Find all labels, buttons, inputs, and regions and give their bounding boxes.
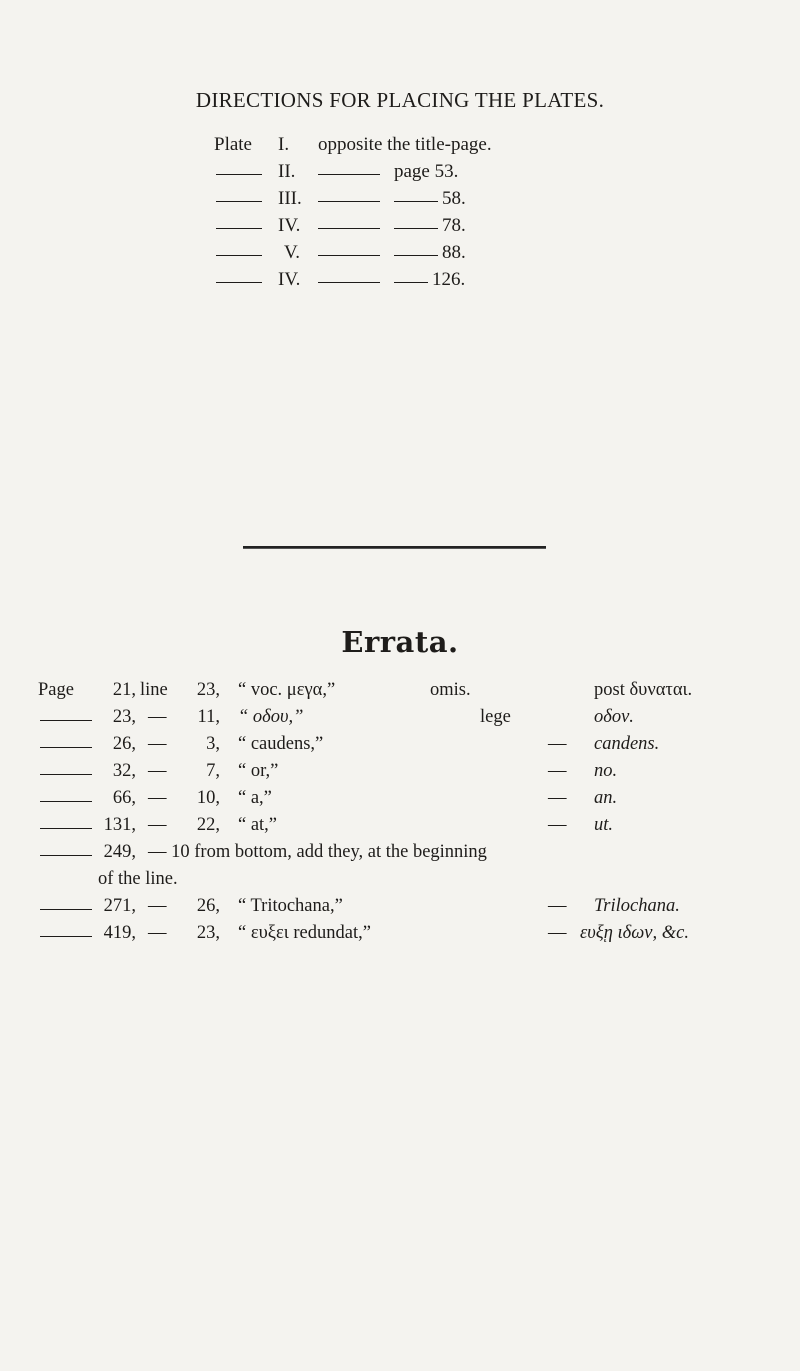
ditto-dash	[318, 282, 380, 283]
ditto-dash	[216, 201, 262, 202]
ditto-dash	[40, 936, 92, 937]
ditto-mark: —	[148, 734, 167, 754]
line-label: line	[140, 680, 168, 700]
plate-number: III.	[278, 188, 302, 209]
ditto-dash	[394, 201, 438, 202]
page-number: 271,	[103, 896, 136, 916]
ditto-mark: —	[148, 815, 167, 835]
line-number: 3,	[206, 734, 220, 754]
plate-label: Plate	[214, 134, 252, 155]
plate-number: IV.	[278, 215, 301, 236]
erroneous-text: “ Tritochana,”	[238, 896, 343, 916]
errata-note: — 10 from bottom, add they, at the beginning	[148, 842, 487, 862]
correction-text: ευξῃ ιδων, &c.	[580, 923, 689, 943]
ditto-dash	[216, 174, 262, 175]
ditto-dash	[318, 174, 380, 175]
errata-row	[0, 707, 800, 733]
ditto-dash	[394, 255, 438, 256]
ditto-dash	[216, 228, 262, 229]
erroneous-text: “ a,”	[238, 788, 272, 808]
line-number: 11,	[197, 707, 220, 727]
erroneous-text: “ caudens,”	[238, 734, 324, 754]
page-number: 131,	[103, 815, 136, 835]
correction-action: lege	[480, 707, 511, 727]
plate-location: opposite the title-page.	[318, 134, 492, 155]
errata-row	[0, 815, 800, 841]
plate-row	[214, 215, 574, 241]
plate-number: II.	[278, 161, 296, 182]
correction-action: —	[548, 815, 567, 835]
page-number: 23,	[112, 707, 136, 727]
correction-action: —	[548, 896, 567, 916]
erroneous-text: “ οδου,”	[238, 707, 304, 727]
plate-row	[214, 161, 574, 187]
ditto-dash	[40, 828, 92, 829]
ditto-dash	[40, 720, 92, 721]
ditto-dash	[318, 255, 380, 256]
plate-location: page 53.	[394, 161, 459, 182]
correction-action: —	[548, 923, 567, 943]
correction-action: —	[548, 761, 567, 781]
page-number: 249,	[103, 842, 136, 862]
errata-row	[0, 734, 800, 760]
plate-number: I.	[278, 134, 290, 155]
ditto-dash	[394, 282, 428, 283]
ditto-mark: —	[148, 923, 167, 943]
page-number: 419,	[103, 923, 136, 943]
errata-title: Errata.	[341, 625, 459, 659]
ditto-dash	[394, 228, 438, 229]
ditto-dash	[318, 228, 380, 229]
section-divider	[243, 546, 546, 549]
correction-action: —	[548, 734, 567, 754]
errata-row	[0, 923, 800, 949]
plate-number: IV.	[278, 269, 301, 290]
correction-text: ut.	[594, 815, 614, 835]
errata-row	[0, 680, 800, 706]
ditto-dash	[40, 774, 92, 775]
plate-location: 88.	[442, 242, 466, 263]
ditto-mark: —	[148, 761, 167, 781]
erroneous-text: “ ευξει redundat,”	[238, 923, 371, 943]
correction-text: no.	[594, 761, 618, 781]
page-label: Page	[38, 680, 74, 700]
errata-row-continuation	[0, 869, 800, 895]
line-number: 7,	[206, 761, 220, 781]
correction-text: candens.	[594, 734, 660, 754]
plate-row	[214, 134, 574, 160]
erroneous-text: “ voc. μεγα,”	[238, 680, 336, 700]
ditto-dash	[40, 855, 92, 856]
errata-row	[0, 896, 800, 922]
plate-number: V.	[284, 242, 301, 263]
correction-action: omis.	[430, 680, 471, 700]
correction-action: —	[548, 788, 567, 808]
errata-row	[0, 788, 800, 814]
page-number: 32,	[112, 761, 136, 781]
ditto-dash	[40, 909, 92, 910]
ditto-dash	[40, 747, 92, 748]
line-number: 22,	[196, 815, 220, 835]
correction-text: an.	[594, 788, 618, 808]
erroneous-text: “ or,”	[238, 761, 279, 781]
ditto-mark: —	[148, 896, 167, 916]
plate-row	[214, 242, 574, 268]
ditto-mark: —	[148, 707, 167, 727]
ditto-dash	[216, 255, 262, 256]
correction-text: οδον.	[594, 707, 634, 727]
plate-location: 78.	[442, 215, 466, 236]
line-number: 26,	[196, 896, 220, 916]
errata-note-continuation: of the line.	[98, 869, 178, 889]
erroneous-text: “ at,”	[238, 815, 278, 835]
plate-location: 58.	[442, 188, 466, 209]
ditto-dash	[40, 801, 92, 802]
correction-text: Trilochana.	[594, 896, 680, 916]
plate-location: 126.	[432, 269, 466, 290]
correction-text: post δυναται.	[594, 680, 693, 700]
line-number: 10,	[196, 788, 220, 808]
page-number: 66,	[112, 788, 136, 808]
page-number: 26,	[112, 734, 136, 754]
errata-row	[0, 761, 800, 787]
ditto-mark: —	[148, 788, 167, 808]
ditto-dash	[318, 201, 380, 202]
plate-row	[214, 269, 574, 295]
ditto-dash	[216, 282, 262, 283]
errata-row	[0, 842, 800, 868]
page-number: 21,	[112, 680, 136, 700]
page-heading: DIRECTIONS FOR PLACING THE PLATES.	[195, 88, 605, 112]
line-number: 23,	[196, 680, 220, 700]
plate-row	[214, 188, 574, 214]
line-number: 23,	[196, 923, 220, 943]
